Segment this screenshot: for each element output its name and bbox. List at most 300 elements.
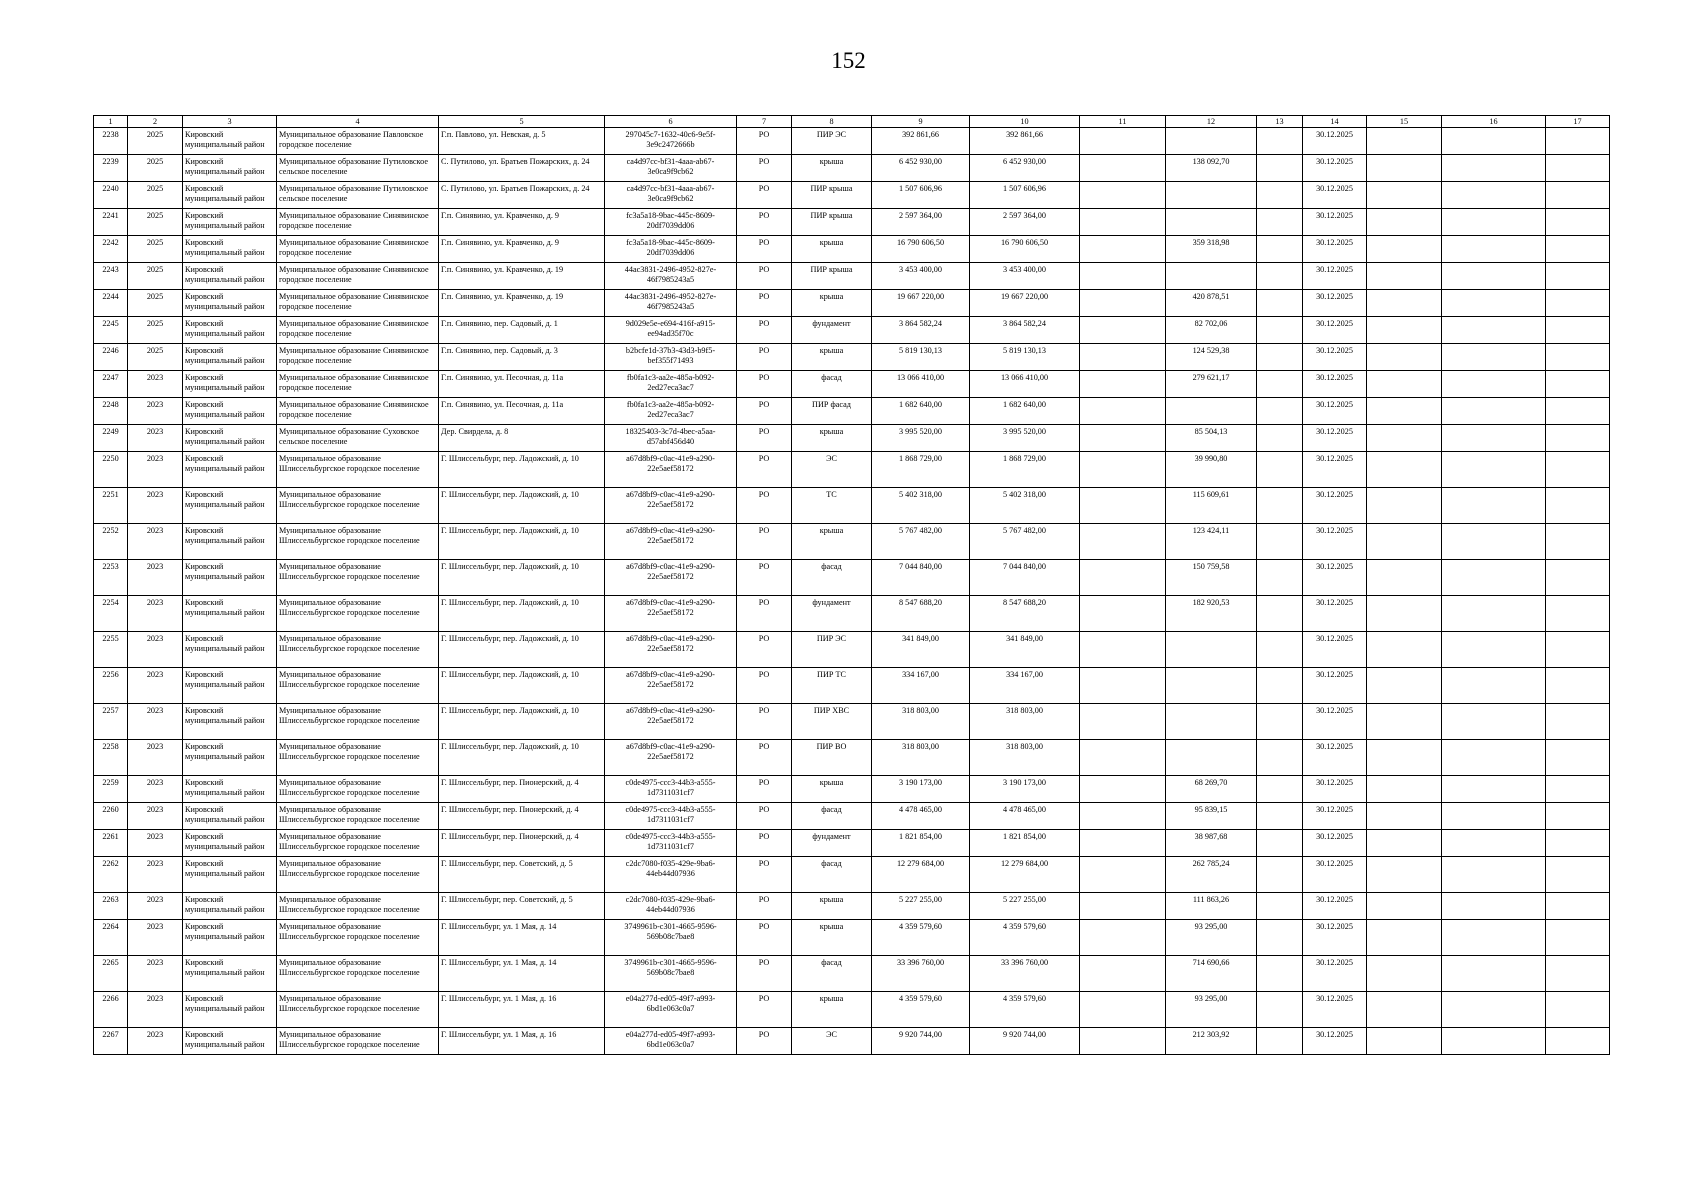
- date-cell: 30.12.2025: [1303, 524, 1367, 560]
- value-cell: [1442, 317, 1546, 344]
- municipality-cell: Муниципальное образование Синявинское городское поселение: [277, 236, 439, 263]
- work-type-cell: фасад: [792, 371, 872, 398]
- municipality-cell: Муниципальное образование Шлиссельбургское городское поселение: [277, 704, 439, 740]
- work-type-cell: крыша: [792, 425, 872, 452]
- year-cell: 2025: [128, 209, 183, 236]
- row-number-cell: 2238: [94, 128, 128, 155]
- municipality-cell: Муниципальное образование Шлиссельбургское городское поселение: [277, 992, 439, 1028]
- row-number-cell: 2260: [94, 803, 128, 830]
- row-number-cell: 2262: [94, 857, 128, 893]
- work-type-cell: крыша: [792, 155, 872, 182]
- value-cell: [1546, 776, 1610, 803]
- value-cell: [1166, 632, 1257, 668]
- district-cell: Кировский муниципальный район: [183, 596, 277, 632]
- value-cell: [1080, 524, 1166, 560]
- table-row: [94, 344, 1610, 371]
- value-cell: [1442, 830, 1546, 857]
- source-cell: РО: [737, 632, 792, 668]
- guid-cell: c0de4975-ccc3-44b3-a555-1d7311031cf7: [605, 803, 737, 830]
- municipality-cell: Муниципальное образование Шлиссельбургское городское поселение: [277, 668, 439, 704]
- district-cell: Кировский муниципальный район: [183, 992, 277, 1028]
- municipality-cell: Муниципальное образование Путиловское сельское поселение: [277, 182, 439, 209]
- municipality-cell: Муниципальное образование Шлиссельбургское городское поселение: [277, 632, 439, 668]
- row-number-cell: 2263: [94, 893, 128, 920]
- table-row: [94, 317, 1610, 344]
- cost-cell: 3 190 173,00: [970, 776, 1080, 803]
- district-cell: Кировский муниципальный район: [183, 560, 277, 596]
- value-cell: [1367, 830, 1442, 857]
- address-cell: Г.п. Синявино, ул. Кравченко, д. 19: [439, 290, 605, 317]
- guid-cell: fb0fa1c3-aa2e-485a-b092-2ed27eca3ac7: [605, 371, 737, 398]
- address-cell: Г.п. Синявино, ул. Кравченко, д. 9: [439, 236, 605, 263]
- source-cell: РО: [737, 371, 792, 398]
- source-cell: РО: [737, 596, 792, 632]
- district-cell: Кировский муниципальный район: [183, 425, 277, 452]
- cost-cell: 16 790 606,50: [970, 236, 1080, 263]
- cost-cell: 7 044 840,00: [872, 560, 970, 596]
- value-cell: [1257, 992, 1303, 1028]
- cost-cell: 5 767 482,00: [970, 524, 1080, 560]
- value-cell: [1257, 668, 1303, 704]
- date-cell: 30.12.2025: [1303, 632, 1367, 668]
- work-type-cell: крыша: [792, 344, 872, 371]
- municipality-cell: Муниципальное образование Шлиссельбургское городское поселение: [277, 1028, 439, 1055]
- cost-cell: 1 682 640,00: [970, 398, 1080, 425]
- row-number-cell: 2254: [94, 596, 128, 632]
- column-header: 12: [1166, 116, 1257, 128]
- address-cell: Г. Шлиссельбург, пер. Ладожский, д. 10: [439, 488, 605, 524]
- value-cell: [1442, 371, 1546, 398]
- district-cell: Кировский муниципальный район: [183, 128, 277, 155]
- year-cell: 2023: [128, 704, 183, 740]
- guid-cell: a67d8bf9-c0ac-41e9-a290-22e5aef58172: [605, 488, 737, 524]
- value-cell: [1080, 776, 1166, 803]
- cost-cell: 9 920 744,00: [970, 1028, 1080, 1055]
- cost-cell: 392 861,66: [970, 128, 1080, 155]
- date-cell: 30.12.2025: [1303, 398, 1367, 425]
- guid-cell: a67d8bf9-c0ac-41e9-a290-22e5aef58172: [605, 524, 737, 560]
- value-cell: [1080, 155, 1166, 182]
- work-type-cell: ПИР ВО: [792, 740, 872, 776]
- year-cell: 2025: [128, 128, 183, 155]
- value-cell: [1442, 236, 1546, 263]
- value-cell: [1546, 398, 1610, 425]
- value-cell: [1546, 452, 1610, 488]
- table-row: [94, 398, 1610, 425]
- cost-cell: 3 864 582,24: [872, 317, 970, 344]
- table-row: [94, 524, 1610, 560]
- value-cell: [1546, 830, 1610, 857]
- value-cell: [1546, 857, 1610, 893]
- district-cell: Кировский муниципальный район: [183, 488, 277, 524]
- cost-cell: 1 868 729,00: [872, 452, 970, 488]
- date-cell: 30.12.2025: [1303, 209, 1367, 236]
- value-cell: [1367, 209, 1442, 236]
- cost-cell: 318 803,00: [872, 740, 970, 776]
- date-cell: 30.12.2025: [1303, 920, 1367, 956]
- value-cell: [1546, 155, 1610, 182]
- guid-cell: a67d8bf9-c0ac-41e9-a290-22e5aef58172: [605, 668, 737, 704]
- row-number-cell: 2265: [94, 956, 128, 992]
- value-cell: [1442, 209, 1546, 236]
- district-cell: Кировский муниципальный район: [183, 857, 277, 893]
- work-type-cell: крыша: [792, 992, 872, 1028]
- value-cell: [1546, 488, 1610, 524]
- value-cell: [1367, 776, 1442, 803]
- row-number-cell: 2240: [94, 182, 128, 209]
- date-cell: 30.12.2025: [1303, 488, 1367, 524]
- value-cell: [1442, 488, 1546, 524]
- column-header: 7: [737, 116, 792, 128]
- municipality-cell: Муниципальное образование Синявинское городское поселение: [277, 371, 439, 398]
- municipality-cell: Муниципальное образование Синявинское городское поселение: [277, 317, 439, 344]
- date-cell: 30.12.2025: [1303, 776, 1367, 803]
- date-cell: 30.12.2025: [1303, 425, 1367, 452]
- cost-cell: 392 861,66: [872, 128, 970, 155]
- table-row: [94, 1028, 1610, 1055]
- column-header: 17: [1546, 116, 1610, 128]
- source-cell: РО: [737, 317, 792, 344]
- row-number-cell: 2246: [94, 344, 128, 371]
- value-cell: [1546, 740, 1610, 776]
- value-cell: [1367, 803, 1442, 830]
- row-number-cell: 2259: [94, 776, 128, 803]
- district-cell: Кировский муниципальный район: [183, 956, 277, 992]
- address-cell: Г.п. Синявино, ул. Кравченко, д. 19: [439, 263, 605, 290]
- address-cell: Г. Шлиссельбург, пер. Ладожский, д. 10: [439, 704, 605, 740]
- address-cell: Г. Шлиссельбург, пер. Советский, д. 5: [439, 857, 605, 893]
- year-cell: 2023: [128, 992, 183, 1028]
- column-header: 4: [277, 116, 439, 128]
- cost-cell: 1 682 640,00: [872, 398, 970, 425]
- value-cell: [1367, 596, 1442, 632]
- value-cell: [1546, 893, 1610, 920]
- value-cell: [1080, 263, 1166, 290]
- value-cell: [1546, 128, 1610, 155]
- value-cell: [1166, 128, 1257, 155]
- value-cell: [1257, 344, 1303, 371]
- row-number-cell: 2253: [94, 560, 128, 596]
- district-cell: Кировский муниципальный район: [183, 740, 277, 776]
- table-row: [94, 371, 1610, 398]
- value-cell: [1546, 263, 1610, 290]
- source-cell: РО: [737, 560, 792, 596]
- value-cell: [1546, 236, 1610, 263]
- value-cell: [1367, 857, 1442, 893]
- guid-cell: 44ac3831-2496-4952-827e-46f7985243a5: [605, 263, 737, 290]
- municipality-cell: Муниципальное образование Шлиссельбургское городское поселение: [277, 776, 439, 803]
- value-cell: [1546, 704, 1610, 740]
- value-cell: [1442, 803, 1546, 830]
- value-cell: [1367, 488, 1442, 524]
- cost-cell: 3 995 520,00: [970, 425, 1080, 452]
- value-cell: [1257, 452, 1303, 488]
- value-cell: [1080, 488, 1166, 524]
- address-cell: Г.п. Павлово, ул. Невская, д. 5: [439, 128, 605, 155]
- value-cell: [1546, 956, 1610, 992]
- table-row: [94, 425, 1610, 452]
- year-cell: 2025: [128, 344, 183, 371]
- cost-cell: 1 821 854,00: [970, 830, 1080, 857]
- column-header: 6: [605, 116, 737, 128]
- value-cell: 182 920,53: [1166, 596, 1257, 632]
- column-header: 5: [439, 116, 605, 128]
- value-cell: [1442, 740, 1546, 776]
- address-cell: Г. Шлиссельбург, ул. 1 Мая, д. 14: [439, 956, 605, 992]
- district-cell: Кировский муниципальный район: [183, 209, 277, 236]
- cost-cell: 19 667 220,00: [970, 290, 1080, 317]
- year-cell: 2025: [128, 290, 183, 317]
- year-cell: 2023: [128, 668, 183, 704]
- row-number-cell: 2249: [94, 425, 128, 452]
- value-cell: [1080, 182, 1166, 209]
- date-cell: 30.12.2025: [1303, 344, 1367, 371]
- year-cell: 2025: [128, 263, 183, 290]
- work-type-cell: ПИР ТС: [792, 668, 872, 704]
- work-type-cell: ЭС: [792, 1028, 872, 1055]
- value-cell: [1257, 857, 1303, 893]
- value-cell: [1367, 398, 1442, 425]
- year-cell: 2023: [128, 857, 183, 893]
- date-cell: 30.12.2025: [1303, 371, 1367, 398]
- value-cell: [1080, 857, 1166, 893]
- address-cell: С. Путилово, ул. Братьев Пожарских, д. 24: [439, 155, 605, 182]
- guid-cell: a67d8bf9-c0ac-41e9-a290-22e5aef58172: [605, 704, 737, 740]
- cost-cell: 341 849,00: [872, 632, 970, 668]
- column-header: 15: [1367, 116, 1442, 128]
- date-cell: 30.12.2025: [1303, 893, 1367, 920]
- guid-cell: fc3a5a18-9bac-445c-8609-20df7039dd06: [605, 236, 737, 263]
- year-cell: 2023: [128, 488, 183, 524]
- value-cell: [1166, 740, 1257, 776]
- row-number-cell: 2244: [94, 290, 128, 317]
- address-cell: Г. Шлиссельбург, пер. Пионерский, д. 4: [439, 803, 605, 830]
- municipality-cell: Муниципальное образование Синявинское городское поселение: [277, 398, 439, 425]
- value-cell: [1257, 209, 1303, 236]
- district-cell: Кировский муниципальный район: [183, 452, 277, 488]
- row-number-cell: 2245: [94, 317, 128, 344]
- value-cell: [1257, 290, 1303, 317]
- table-row: [94, 596, 1610, 632]
- value-cell: [1367, 1028, 1442, 1055]
- work-type-cell: ПИР ЭС: [792, 632, 872, 668]
- cost-cell: 12 279 684,00: [970, 857, 1080, 893]
- value-cell: 93 295,00: [1166, 920, 1257, 956]
- value-cell: 39 990,80: [1166, 452, 1257, 488]
- value-cell: [1166, 704, 1257, 740]
- value-cell: [1546, 344, 1610, 371]
- work-type-cell: ПИР крыша: [792, 263, 872, 290]
- date-cell: 30.12.2025: [1303, 704, 1367, 740]
- guid-cell: a67d8bf9-c0ac-41e9-a290-22e5aef58172: [605, 596, 737, 632]
- work-type-cell: фундамент: [792, 830, 872, 857]
- value-cell: [1442, 290, 1546, 317]
- address-cell: Г. Шлиссельбург, пер. Пионерский, д. 4: [439, 830, 605, 857]
- value-cell: [1442, 992, 1546, 1028]
- value-cell: [1442, 155, 1546, 182]
- address-cell: Г. Шлиссельбург, ул. 1 Мая, д. 16: [439, 1028, 605, 1055]
- cost-cell: 4 478 465,00: [872, 803, 970, 830]
- value-cell: [1546, 632, 1610, 668]
- cost-cell: 33 396 760,00: [970, 956, 1080, 992]
- value-cell: [1080, 704, 1166, 740]
- value-cell: [1080, 236, 1166, 263]
- address-cell: С. Путилово, ул. Братьев Пожарских, д. 24: [439, 182, 605, 209]
- date-cell: 30.12.2025: [1303, 740, 1367, 776]
- value-cell: 95 839,15: [1166, 803, 1257, 830]
- row-number-cell: 2239: [94, 155, 128, 182]
- value-cell: 279 621,17: [1166, 371, 1257, 398]
- cost-cell: 7 044 840,00: [970, 560, 1080, 596]
- value-cell: [1257, 263, 1303, 290]
- row-number-cell: 2243: [94, 263, 128, 290]
- value-cell: [1080, 992, 1166, 1028]
- year-cell: 2023: [128, 452, 183, 488]
- cost-cell: 2 597 364,00: [872, 209, 970, 236]
- value-cell: [1367, 560, 1442, 596]
- guid-cell: b2bcfe1d-37b3-43d3-b9f5-bef355f71493: [605, 344, 737, 371]
- table-row: [94, 776, 1610, 803]
- district-cell: Кировский муниципальный район: [183, 920, 277, 956]
- value-cell: [1257, 776, 1303, 803]
- municipality-cell: Муниципальное образование Шлиссельбургское городское поселение: [277, 920, 439, 956]
- value-cell: [1546, 803, 1610, 830]
- value-cell: [1367, 704, 1442, 740]
- year-cell: 2025: [128, 317, 183, 344]
- guid-cell: c0de4975-ccc3-44b3-a555-1d7311031cf7: [605, 830, 737, 857]
- value-cell: [1367, 128, 1442, 155]
- cost-cell: 13 066 410,00: [970, 371, 1080, 398]
- cost-cell: 5 227 255,00: [970, 893, 1080, 920]
- source-cell: РО: [737, 920, 792, 956]
- address-cell: Г. Шлиссельбург, пер. Ладожский, д. 10: [439, 452, 605, 488]
- address-cell: Г.п. Синявино, пер. Садовый, д. 3: [439, 344, 605, 371]
- value-cell: [1080, 596, 1166, 632]
- value-cell: [1166, 263, 1257, 290]
- value-cell: [1546, 560, 1610, 596]
- municipality-cell: Муниципальное образование Шлиссельбургское городское поселение: [277, 488, 439, 524]
- value-cell: 138 092,70: [1166, 155, 1257, 182]
- guid-cell: e04a277d-ed05-49f7-a993-6bd1e063c0a7: [605, 992, 737, 1028]
- value-cell: [1546, 371, 1610, 398]
- value-cell: [1546, 524, 1610, 560]
- year-cell: 2023: [128, 425, 183, 452]
- value-cell: [1367, 371, 1442, 398]
- municipality-cell: Муниципальное образование Путиловское сельское поселение: [277, 155, 439, 182]
- value-cell: [1080, 803, 1166, 830]
- cost-cell: 318 803,00: [872, 704, 970, 740]
- value-cell: [1442, 398, 1546, 425]
- source-cell: РО: [737, 992, 792, 1028]
- value-cell: [1080, 452, 1166, 488]
- value-cell: [1546, 290, 1610, 317]
- district-cell: Кировский муниципальный район: [183, 893, 277, 920]
- district-cell: Кировский муниципальный район: [183, 776, 277, 803]
- row-number-cell: 2257: [94, 704, 128, 740]
- column-header: 2: [128, 116, 183, 128]
- value-cell: [1546, 596, 1610, 632]
- value-cell: [1080, 893, 1166, 920]
- source-cell: РО: [737, 524, 792, 560]
- table-row: [94, 857, 1610, 893]
- work-type-cell: крыша: [792, 893, 872, 920]
- value-cell: [1257, 488, 1303, 524]
- year-cell: 2023: [128, 956, 183, 992]
- municipality-cell: Муниципальное образование Синявинское городское поселение: [277, 263, 439, 290]
- address-cell: Г. Шлиссельбург, пер. Ладожский, д. 10: [439, 524, 605, 560]
- guid-cell: 9d029e5e-e694-416f-a915-ee94ad35f70c: [605, 317, 737, 344]
- address-cell: Г. Шлиссельбург, пер. Ладожский, д. 10: [439, 560, 605, 596]
- value-cell: 714 690,66: [1166, 956, 1257, 992]
- row-number-cell: 2250: [94, 452, 128, 488]
- value-cell: [1257, 560, 1303, 596]
- guid-cell: a67d8bf9-c0ac-41e9-a290-22e5aef58172: [605, 632, 737, 668]
- cost-cell: 4 359 579,60: [872, 992, 970, 1028]
- value-cell: [1080, 398, 1166, 425]
- value-cell: [1546, 317, 1610, 344]
- value-cell: [1257, 155, 1303, 182]
- work-type-cell: фасад: [792, 956, 872, 992]
- page-number: 152: [831, 48, 866, 73]
- row-number-cell: 2256: [94, 668, 128, 704]
- date-cell: 30.12.2025: [1303, 236, 1367, 263]
- address-cell: Г. Шлиссельбург, пер. Ладожский, д. 10: [439, 668, 605, 704]
- header-row: [94, 116, 1610, 128]
- municipality-cell: Муниципальное образование Суховское сельское поселение: [277, 425, 439, 452]
- value-cell: [1080, 668, 1166, 704]
- work-type-cell: крыша: [792, 524, 872, 560]
- value-cell: [1367, 632, 1442, 668]
- cost-cell: 6 452 930,00: [970, 155, 1080, 182]
- district-cell: Кировский муниципальный район: [183, 704, 277, 740]
- year-cell: 2023: [128, 803, 183, 830]
- value-cell: [1257, 128, 1303, 155]
- column-header: 3: [183, 116, 277, 128]
- year-cell: 2025: [128, 182, 183, 209]
- cost-cell: 33 396 760,00: [872, 956, 970, 992]
- guid-cell: 297045c7-1632-40c6-9e5f-3e9c2472666b: [605, 128, 737, 155]
- cost-cell: 5 767 482,00: [872, 524, 970, 560]
- cost-cell: 4 359 579,60: [970, 920, 1080, 956]
- value-cell: [1257, 524, 1303, 560]
- guid-cell: c2dc7080-f035-429e-9ba6-44eb44d07936: [605, 893, 737, 920]
- source-cell: РО: [737, 452, 792, 488]
- address-cell: Г. Шлиссельбург, ул. 1 Мая, д. 16: [439, 992, 605, 1028]
- value-cell: 111 863,26: [1166, 893, 1257, 920]
- value-cell: 93 295,00: [1166, 992, 1257, 1028]
- cost-cell: 13 066 410,00: [872, 371, 970, 398]
- work-type-cell: фасад: [792, 803, 872, 830]
- source-cell: РО: [737, 1028, 792, 1055]
- address-cell: Дер. Свирдела, д. 8: [439, 425, 605, 452]
- value-cell: [1080, 425, 1166, 452]
- source-cell: РО: [737, 956, 792, 992]
- table-row: [94, 803, 1610, 830]
- date-cell: 30.12.2025: [1303, 560, 1367, 596]
- address-cell: Г. Шлиссельбург, пер. Ладожский, д. 10: [439, 632, 605, 668]
- value-cell: [1257, 236, 1303, 263]
- value-cell: [1442, 344, 1546, 371]
- value-cell: [1080, 371, 1166, 398]
- district-cell: Кировский муниципальный район: [183, 524, 277, 560]
- year-cell: 2023: [128, 371, 183, 398]
- value-cell: [1546, 992, 1610, 1028]
- value-cell: 68 269,70: [1166, 776, 1257, 803]
- cost-cell: 4 359 579,60: [970, 992, 1080, 1028]
- value-cell: [1367, 263, 1442, 290]
- source-cell: РО: [737, 830, 792, 857]
- source-cell: РО: [737, 398, 792, 425]
